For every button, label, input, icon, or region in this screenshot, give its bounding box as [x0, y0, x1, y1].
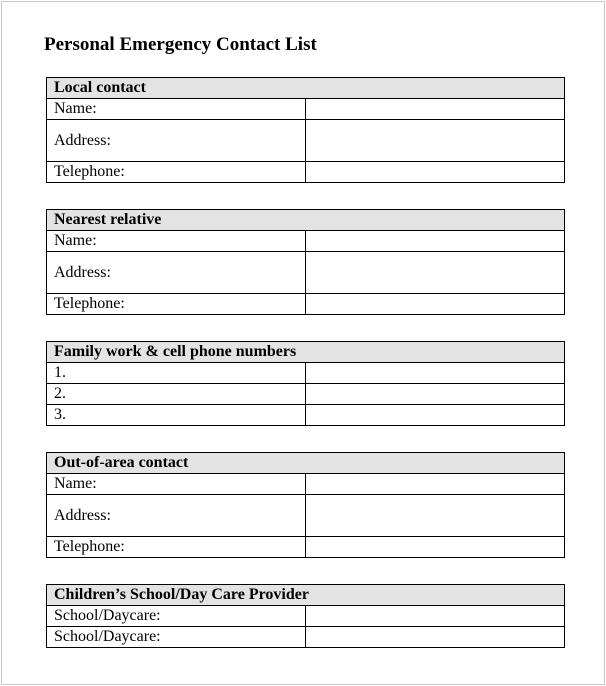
school-daycare-label: School/Daycare: — [47, 627, 306, 648]
page-title: Personal Emergency Contact List — [44, 34, 317, 55]
section-header: Family work & cell phone numbers — [47, 342, 565, 363]
section-header: Local contact — [47, 78, 565, 99]
section-header: Nearest relative — [47, 210, 565, 231]
section-header: Out-of-area contact — [47, 453, 565, 474]
nearest-relative-section — [46, 209, 565, 315]
address-label: Address: — [47, 495, 306, 537]
address-label: Address: — [47, 120, 306, 162]
telephone-label: Telephone: — [47, 537, 306, 558]
family-phone-numbers-section — [46, 341, 565, 426]
number-label: 3. — [47, 405, 306, 426]
phone-number-field[interactable] — [306, 384, 565, 405]
school-daycare-field[interactable] — [306, 627, 565, 648]
school-daycare-field[interactable] — [306, 606, 565, 627]
telephone-field[interactable] — [306, 537, 565, 558]
address-field[interactable] — [306, 120, 565, 162]
number-label: 1. — [47, 363, 306, 384]
number-label: 2. — [47, 384, 306, 405]
phone-number-field[interactable] — [306, 405, 565, 426]
name-label: Name: — [47, 231, 306, 252]
name-label: Name: — [47, 474, 306, 495]
telephone-label: Telephone: — [47, 294, 306, 315]
telephone-field[interactable] — [306, 162, 565, 183]
name-field[interactable] — [306, 231, 565, 252]
name-field[interactable] — [306, 99, 565, 120]
section-header: Children’s School/Day Care Provider — [47, 585, 565, 606]
school-daycare-section — [46, 584, 565, 648]
local-contact-section — [46, 77, 565, 183]
name-label: Name: — [47, 99, 306, 120]
address-label: Address: — [47, 252, 306, 294]
telephone-field[interactable] — [306, 294, 565, 315]
name-field[interactable] — [306, 474, 565, 495]
school-daycare-label: School/Daycare: — [47, 606, 306, 627]
telephone-label: Telephone: — [47, 162, 306, 183]
phone-number-field[interactable] — [306, 363, 565, 384]
address-field[interactable] — [306, 252, 565, 294]
out-of-area-contact-section — [46, 452, 565, 558]
address-field[interactable] — [306, 495, 565, 537]
